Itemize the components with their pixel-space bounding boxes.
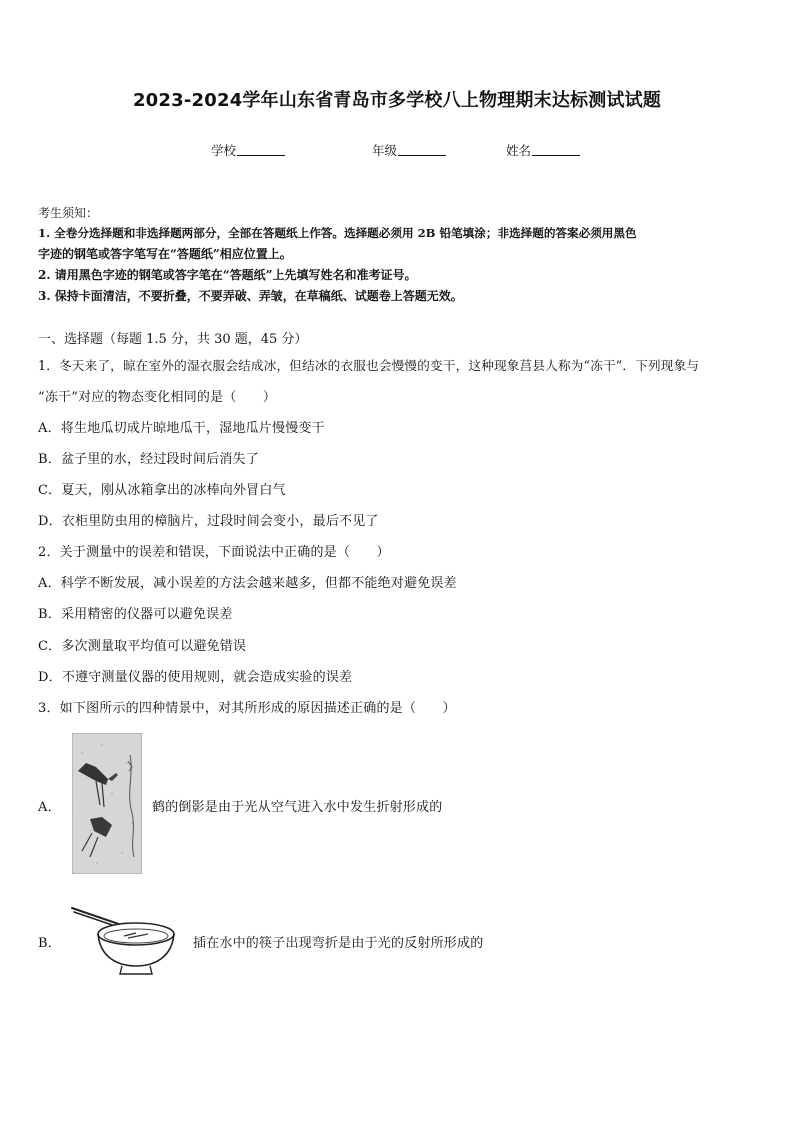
grade-field bbox=[372, 141, 446, 159]
q3-stem: 3．如下图所示的四种情景中，对其所形成的原因描述正确的是（ ） bbox=[38, 701, 456, 716]
notice-item-1-line-2: 字迹的钢笔或答字笔写在“答题纸”相应位置上。 bbox=[38, 247, 292, 261]
q2-stem: 2．关于测量中的误差和错误，下面说法中正确的是（ ） bbox=[38, 545, 390, 560]
school-field bbox=[211, 141, 285, 159]
q1-stem-line-2: “冻干”对应的物态变化相同的是（ ） bbox=[38, 390, 277, 405]
q3-option-a-text: 鹤的倒影是由于光从空气进入水中发生折射形成的 bbox=[152, 800, 443, 815]
q1-stem-line-1: 1．冬天来了，晾在室外的湿衣服会结成冰，但结冰的衣服也会慢慢的变干，这种现象莒县人称为“冻干”．下列现象与 bbox=[38, 358, 700, 373]
q3-option-b-label: B． bbox=[38, 936, 61, 951]
school-label: 学校 bbox=[211, 143, 237, 158]
page-title: 2023-2024学年山东省青岛市多学校八上物理期末达标测试试题 bbox=[132, 90, 662, 111]
q2-option-a: A．科学不断发展，减小误差的方法会越来越多，但都不能绝对避免误差 bbox=[38, 576, 457, 591]
q2-option-d: D．不遵守测量仪器的使用规则，就会造成实验的误差 bbox=[38, 670, 353, 685]
q1-option-b: B．盆子里的水，经过段时间后消失了 bbox=[38, 452, 259, 467]
grade-blank bbox=[398, 143, 446, 156]
q2-option-b: B．采用精密的仪器可以避免误差 bbox=[38, 607, 233, 622]
q1-option-d: D．衣柜里防虫用的樟脑片，过段时间会变小，最后不见了 bbox=[38, 514, 379, 529]
name-blank bbox=[532, 143, 580, 156]
q2-option-c: C．多次测量取平均值可以避免错误 bbox=[38, 639, 247, 654]
school-blank bbox=[237, 143, 285, 156]
name-label: 姓名 bbox=[506, 143, 532, 158]
crane-reflection-image bbox=[72, 733, 142, 874]
q3-option-a-label: A． bbox=[38, 800, 61, 815]
grade-label: 年级 bbox=[372, 143, 398, 158]
q1-option-a: A．将生地瓜切成片晾地瓜干，湿地瓜片慢慢变干 bbox=[38, 421, 325, 436]
notice-heading: 考生须知： bbox=[38, 206, 99, 220]
q3-option-b-text: 插在水中的筷子出现弯折是由于光的反射所形成的 bbox=[193, 936, 484, 951]
notice-item-1-line-1: 1. 全卷分选择题和非选择题两部分，全部在答题纸上作答。选择题必须用 2B 铅笔填涂；非选择题的答案必须用黑色 bbox=[38, 226, 637, 240]
notice-item-3: 3. 保持卡面清洁，不要折叠，不要弄破、弄皱，在草稿纸、试题卷上答题无效。 bbox=[38, 289, 463, 303]
notice-item-2: 2. 请用黑色字迹的钢笔或答字笔在“答题纸”上先填写姓名和准考证号。 bbox=[38, 268, 417, 282]
name-field bbox=[506, 141, 580, 159]
q1-option-c: C．夏天，刚从冰箱拿出的冰棒向外冒白气 bbox=[38, 483, 286, 498]
section-heading: 一、选择题（每题 1.5 分，共 30 题，45 分） bbox=[38, 332, 308, 347]
chopstick-bowl-image bbox=[70, 904, 176, 976]
